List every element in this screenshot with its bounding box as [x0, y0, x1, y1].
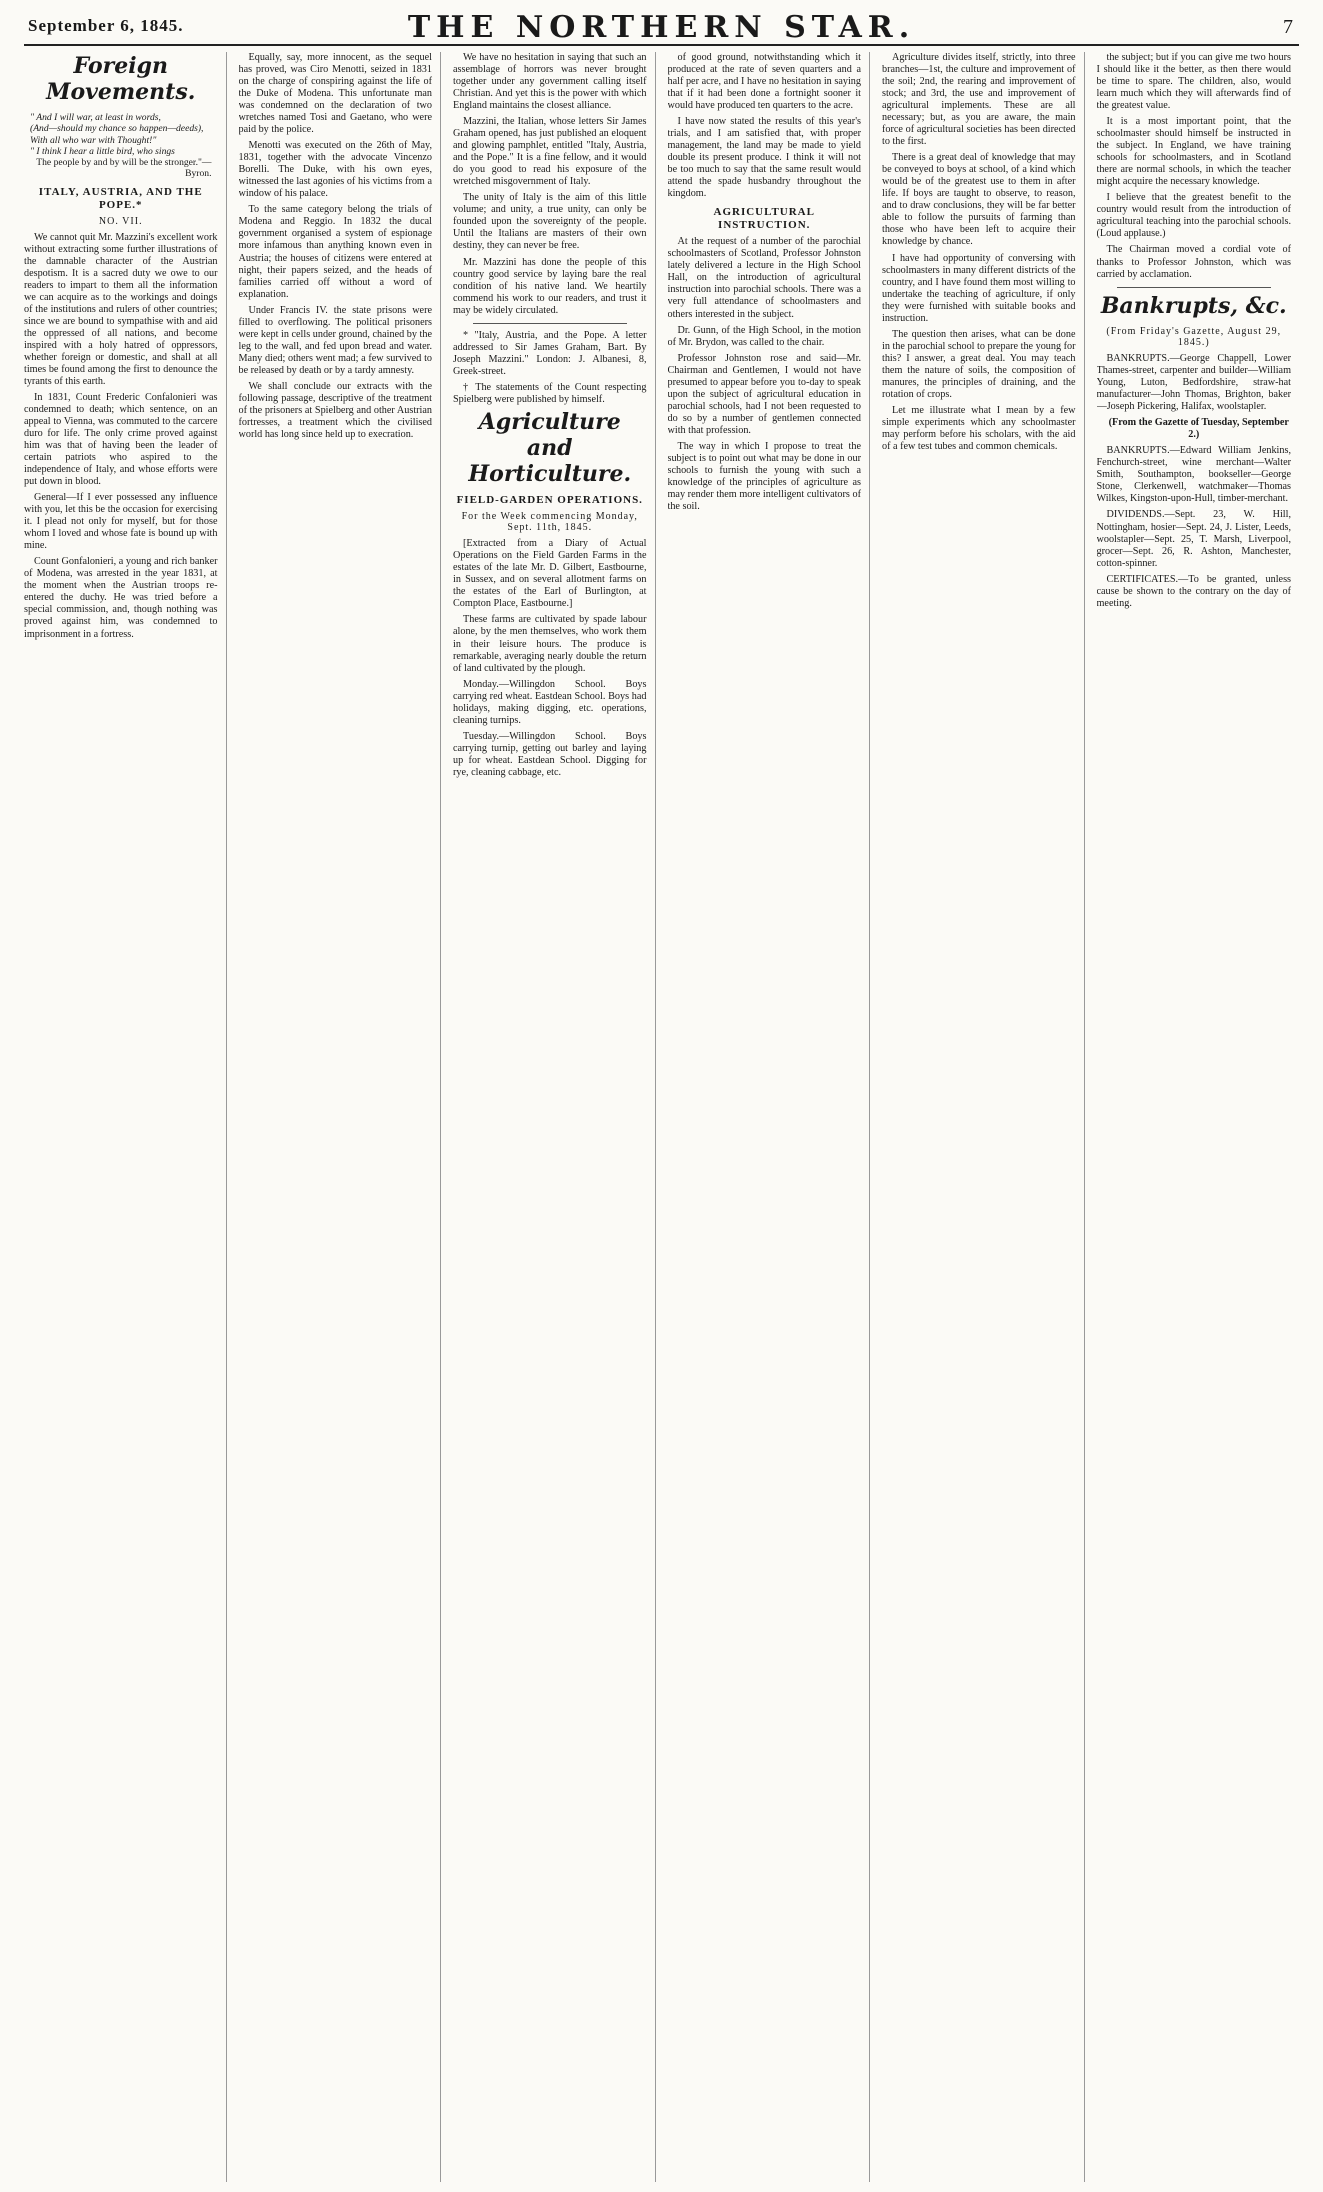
paragraph: Under Francis IV. the state prisons were filled to overflowing. The political prisoners were kept in cells under ground, chained by the leg to the wall, and fed upon bread and water. Many died; others went mad; a few survived to be released by death or by a tardy amnesty. [238, 304, 432, 376]
section-title-foreign: Foreign Movements. [46, 53, 196, 105]
paragraph: The way in which I propose to treat the subject is to point out what may be done in our schools to furnish the young with such a knowledge of the principles of agriculture as may render them more intelligent cultivators of the soil. [667, 440, 861, 512]
notice-paragraph: BANKRUPTS.—George Chappell, Lower Thames-street, carpenter and builder—William Young, Luton, Bedfordshire, straw-hat manufacturer—John Thomas, Brighton, baker—Joseph Pickering, Halifax, woolstapler. [1096, 353, 1291, 413]
footnote: * "Italy, Austria, and the Pope. A letter addressed to Sir James Graham, Bart. By Joseph Mazzini." London: J. Albanesi, 8, Greek-street. [453, 329, 647, 377]
article-subtitle: NO. VII. [98, 215, 143, 227]
epigraph-line: The people by and by will be the stronger."—Byron. [36, 157, 212, 180]
article-title: AGRICULTURAL INSTRUCTION. [713, 206, 815, 232]
footnote: † The statements of the Count respecting Spielberg were published by himself. [453, 381, 647, 405]
paragraph: Dr. Gunn, of the High School, in the motion of Mr. Brydon, was called to the chair. [667, 324, 861, 348]
paragraph: There is a great deal of knowledge that may be conveyed to boys at school, of a kind which would be of the greatest use to them in after life. If boys are taught to observe, to reason, and to draw conclusions, they will be far better able to follow the pursuits of farming than those who have been left to acquire their knowledge by chance. [882, 152, 1076, 248]
epigraph-line: " I think I hear a little bird, who sings [30, 145, 175, 157]
paragraph: I have now stated the results of this year's trials, and I am satisfied that, with proper management, the land may be made to yield double its present produce. I think it will not be too much to say that the same result would attend the spade husbandry throughout the kingdom. [667, 116, 861, 200]
paragraph: [Extracted from a Diary of Actual Operations on the Field Garden Farms in the estates of the late Mr. D. Gilbert, Eastbourne, in Sussex, and on several allotment farms on the estates of the Earl of Burlington, at Compton Place, Eastbourne.] [453, 538, 647, 610]
paragraph: Agriculture divides itself, strictly, into three branches—1st, the culture and improvement of the soil; 2nd, the rearing and improvement of stock; and 3rd, the use and improvement of agricultural implements. These are all necessary; but, as you are aware, the main force of agricultural societies has been directed to the first. [882, 52, 1076, 148]
paragraph: the subject; but if you can give me two hours I should like it the better, as then there would be time to spare. The children, also, would learn much which they will afterwards find of the greatest value. [1096, 52, 1291, 112]
paragraph: Mazzini, the Italian, whose letters Sir James Graham opened, has just published an eloquent and glowing pamphlet, entitled "Italy, Austria, and the Pope." It is a fine fellow, and it would do you good to read his exposure of the wretched misgovernment of Italy. [453, 116, 647, 188]
paragraph: Menotti was executed on the 26th of May, 1831, together with the advocate Vincenzo Borelli. The Duke, with his own eyes, witnessed the last agonies of his victims from a window of his palace. [238, 140, 432, 200]
section-title-bankrupts: Bankrupts, &c. [1100, 292, 1287, 319]
paragraph: Equally, say, more innocent, as the sequel has proved, was Ciro Menotti, seized in 1831 on the charge of conspiring against the life of the Duke of Modena. This unfortunate man was condemned on the declaration of two wretches named Tosi and Gaetano, who were paid by the police. [238, 52, 432, 136]
paragraph: of good ground, notwithstanding which it produced at the rate of seven quarters and a half per acre, and I have no hesitation in saying that if it had been done a fortnight sooner it would have produced ten quarters to the acre. [667, 52, 861, 112]
divider [1117, 287, 1272, 288]
epigraph-line: With all who war with Thought!" [30, 134, 157, 146]
epigraph [30, 112, 212, 180]
paragraph: I have had opportunity of conversing with schoolmasters in many different districts of the country, and I have found them most willing to undertake the teaching of agriculture, if only they were furnished with suitable books and instruction. [882, 252, 1076, 324]
paragraph: Tuesday.—Willingdon School. Boys carrying turnip, getting out barley and laying up for wheat. Eastdean School. Digging for rye, cleaning cabbage, etc. [453, 730, 647, 778]
column-1 [24, 52, 227, 2182]
paragraph: Count Gonfalonieri, a young and rich banker of Modena, was arrested in the year 1831, at the moment when the Austrian troops re-entered the duchy. He was tried before a special commission, and, though nothing was proved against him, was condemned to imprisonment in a fortress. [24, 556, 218, 640]
page-number: 7 [1283, 16, 1293, 38]
notice-paragraph: (From the Gazette of Tuesday, September 2.) [1108, 417, 1289, 441]
divider [473, 323, 627, 324]
column-6 [1097, 52, 1300, 2182]
paragraph: We cannot quit Mr. Mazzini's excellent work without extracting some further illustrations of the damnable character of the Austrian despotism. It is a sacred duty we owe to our readers to impart to them all the information we can acquire as to the workings and doings of the institutions and rulers of other countries; since we are bound to sympathise with and aid the oppressed of all nations, and become inspired with a holy hatred of oppressors, whether foreign or domestic, and shall at all times be found among the first to denounce the tyrants of this earth. [24, 231, 218, 387]
article-subtitle: For the Week commencing Monday, Sept. 11th, 1845. [461, 510, 638, 534]
article-title: FIELD-GARDEN OPERATIONS. [456, 493, 643, 506]
paragraph: General—If I ever possessed any influence with you, let this be the occasion for exercising it. I plead not only for myself, but for those whom I loved and whose fate is bound up with mine. [24, 492, 218, 552]
notice-subtitle: (From Friday's Gazette, August 29, 1845.) [1106, 325, 1282, 349]
paragraph: To the same category belong the trials of Modena and Reggio. In 1832 the ducal government organised a system of espionage more infamous than anything known even in Austria; the houses of citizens were entered at night, their papers seized, and the heads of families carried off without a word of explanation. [238, 204, 432, 300]
notice-paragraph: BANKRUPTS.—Edward William Jenkins, Fenchurch-street, wine merchant—Walter Smith, Southampton, bookseller—George Stone, Clerkenwell, watchmaker—Thomas Wilkes, Kingston-upon-Hull, timber-merchant. [1096, 445, 1291, 505]
paragraph: Mr. Mazzini has done the people of this country good service by laying bare the real condition of his native land. We heartily commend his work to our readers, and trust it may be widely circulated. [453, 256, 647, 316]
paragraph: Let me illustrate what I mean by a few simple experiments which any schoolmaster may perform before his scholars, with the aid of a few test tubes and common chemicals. [882, 404, 1076, 452]
paragraph: These farms are cultivated by spade labour alone, by the men themselves, who work them in their leisure hours. The produce is remarkable, averaging nearly double the return of land cultivated by the plough. [453, 614, 647, 674]
column-grid [24, 52, 1299, 2182]
article-title: ITALY, AUSTRIA, AND THE POPE.* [38, 185, 203, 211]
paragraph: In 1831, Count Frederic Confalonieri was condemned to death; which sentence, on an appeal to Vienna, was commuted to the carcere duro for life. The only crime proved against him was that of having been the leader of certain patriots who aspired to the independence of Italy, and whose efforts were put down in blood. [24, 391, 218, 488]
paragraph: At the request of a number of the parochial schoolmasters of Scotland, Professor Johnston lately delivered a lecture in the High School Hall, on the introduction of agricultural instruction into parochial schools. There was a very full attendance of schoolmasters and others interested in the subject. [667, 236, 861, 320]
paragraph: The question then arises, what can be done in the parochial school to prepare the young for this? I answer, a great deal. You may teach them the nature of soils, the composition of manures, the principles of draining, and the rotation of crops. [882, 328, 1076, 400]
paragraph: Monday.—Willingdon School. Boys carrying red wheat. Eastdean School. Boys had holidays, making digging, etc. operations, cleaning turnips. [453, 678, 647, 726]
newspaper-title: THE NORTHERN STAR. [407, 10, 916, 45]
paragraph: It is a most important point, that the schoolmaster should himself be instructed in the subject. In England, we have training schools for schoolmasters, and in Scotland there are normal schools, in which the teacher might acquire the necessary knowledge. [1096, 116, 1291, 188]
masthead [24, 10, 1299, 46]
paragraph: Professor Johnston rose and said—Mr. Chairman and Gentlemen, I would not have presumed to appear before you to-day to speak upon the subject of agricultural education in parochial schools, had I not been requested to do so by a number of gentlemen connected with that profession. [667, 352, 861, 436]
paragraph: We have no hesitation in saying that such an assemblage of horrors was never brought together under any government calling itself Christian. And yet this is the power with which England maintains the closest alliance. [453, 52, 647, 112]
column-4 [668, 52, 871, 2182]
issue-date: September 6, 1845. [28, 16, 184, 35]
column-3 [453, 52, 656, 2182]
paragraph: We shall conclude our extracts with the following passage, descriptive of the treatment of the prisoners at Spielberg and other Austrian fortresses, a treatment which the civilised world has long since held up to execration. [238, 380, 432, 440]
section-title-agriculture: Agriculture and Horticulture. [468, 408, 632, 487]
epigraph-line: " And I will war, at least in words, [30, 111, 161, 123]
notice-paragraph: CERTIFICATES.—To be granted, unless cause be shown to the contrary on the day of meeting. [1096, 573, 1291, 609]
notice-paragraph: DIVIDENDS.—Sept. 23, W. Hill, Nottingham, hosier—Sept. 24, J. Lister, Leeds, woolstapler—Sept. 25, T. Marsh, Liverpool, grocer—Sept. 26, R. Ashton, Manchester, cotton-spinner. [1096, 509, 1291, 569]
paragraph: I believe that the greatest benefit to the country would result from the introduction of agricultural teaching into the parochial schools. (Loud applause.) [1096, 192, 1291, 240]
paragraph: The unity of Italy is the aim of this little volume; and unity, a true unity, can only be founded upon the sovereignty of the people. Until the Italians are masters of their own destiny, they can never be free. [453, 192, 647, 252]
epigraph-line: (And—should my chance so happen—deeds), [30, 123, 204, 135]
paragraph: The Chairman moved a cordial vote of thanks to Professor Johnston, which was carried by acclamation. [1096, 244, 1291, 280]
column-5 [882, 52, 1085, 2182]
column-2 [239, 52, 442, 2182]
